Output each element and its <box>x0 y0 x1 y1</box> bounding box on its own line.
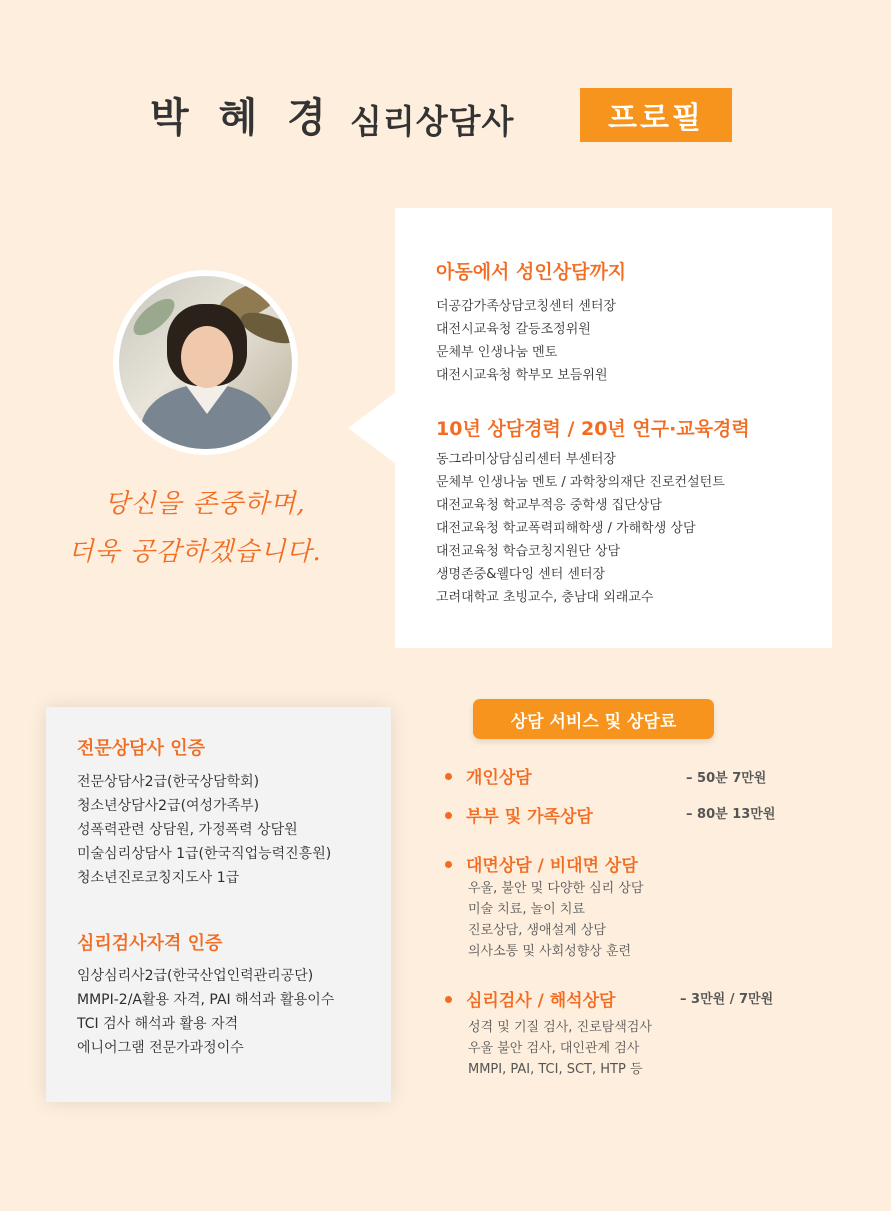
service-name: 심리검사 / 해석상담 <box>466 991 616 1011</box>
list-item: 생명존중&웰다잉 센터 센터장 <box>436 567 606 582</box>
list-item: 대전시교육청 갈등조정위원 <box>436 322 591 337</box>
career-section-title: 아동에서 성인상담까지 <box>436 261 627 283</box>
list-item: 청소년상담사2급(여성가족부) <box>77 798 260 814</box>
photo-image <box>119 276 292 449</box>
list-item: 더공감가족상담코칭센터 센터장 <box>436 299 616 314</box>
list-item: 전문상담사2급(한국상담학회) <box>77 774 260 790</box>
test-cert-list <box>77 964 334 1060</box>
service-detail-list <box>468 1017 652 1080</box>
list-item: 대전시교육청 학부모 보듬위원 <box>436 368 608 383</box>
profile-photo <box>113 270 298 455</box>
list-item: 성격 및 기질 검사, 진로탐색검사 <box>468 1020 652 1035</box>
page-header <box>0 82 891 146</box>
list-item: 문체부 인생나눔 멘토 / 과학창의재단 진로컨설턴트 <box>436 475 725 490</box>
test-cert-title: 심리검사자격 인증 <box>77 933 223 954</box>
service-name: 대면상담 / 비대면 상담 <box>466 856 638 876</box>
service-item-family <box>445 802 593 827</box>
list-item: 청소년진로코칭지도사 1급 <box>77 870 240 886</box>
service-item-individual <box>445 763 532 788</box>
motto <box>40 480 370 576</box>
list-item: 동그라미상담심리센터 부센터장 <box>436 452 616 467</box>
list-item: 대전교육청 학교폭력피해학생 / 가해학생 상담 <box>436 521 696 536</box>
list-item: TCI 검사 해석과 활용 자격 <box>77 1016 239 1032</box>
bullet-icon <box>445 812 452 819</box>
bullet-icon <box>445 996 452 1003</box>
bullet-icon <box>445 861 452 868</box>
list-item: 의사소통 및 사회성향상 훈련 <box>468 944 632 959</box>
list-item: 우울 불안 검사, 대인관계 검사 <box>468 1041 640 1056</box>
list-item: 미술심리상담사 1급(한국직업능력진흥원) <box>77 846 332 862</box>
bullet-icon <box>445 773 452 780</box>
counselor-cert-title: 전문상담사 인증 <box>77 738 205 759</box>
motto-line: 당신을 존중하며, <box>104 489 306 519</box>
service-price: – 3만원 / 7만원 <box>680 992 774 1007</box>
list-item: 고려대학교 초빙교수, 충남대 외래교수 <box>436 590 654 605</box>
service-detail-list <box>468 878 644 962</box>
counselor-cert-list <box>77 770 331 890</box>
list-item: 미술 치료, 놀이 치료 <box>468 902 585 917</box>
service-name: 개인상담 <box>466 768 532 788</box>
motto-line: 더욱 공감하겠습니다. <box>68 537 322 567</box>
service-price: – 80분 13만원 <box>686 807 776 822</box>
service-name: 부부 및 가족상담 <box>466 807 593 827</box>
list-item: 우울, 불안 및 다양한 심리 상담 <box>468 881 644 896</box>
list-item: 임상심리사2급(한국산업인력관리공단) <box>77 968 314 984</box>
counselor-name: 박 혜 경 <box>150 95 334 141</box>
counselor-role: 심리상담사 <box>350 102 515 141</box>
list-item: 문체부 인생나눔 멘토 <box>436 345 558 360</box>
list-item: MMPI-2/A활용 자격, PAI 해석과 활용이수 <box>77 992 335 1008</box>
profile-badge: 프로필 <box>580 88 732 142</box>
service-item-psych-test <box>445 986 615 1011</box>
experience-list <box>436 448 725 609</box>
list-item: 진로상담, 생애설계 상담 <box>468 923 606 938</box>
list-item: 대전교육청 학습코칭지원단 상담 <box>436 544 621 559</box>
list-item: 에니어그램 전문가과정이수 <box>77 1040 244 1056</box>
bubble-tail <box>348 392 396 464</box>
career-list <box>436 295 616 387</box>
list-item: 성폭력관련 상담원, 가정폭력 상담원 <box>77 822 298 838</box>
list-item: 대전교육청 학교부적응 중학생 집단상담 <box>436 498 662 513</box>
list-item: MMPI, PAI, TCI, SCT, HTP 등 <box>468 1062 643 1077</box>
service-item-inperson-online <box>445 851 638 876</box>
service-price: – 50분 7만원 <box>686 771 767 786</box>
experience-section-title: 10년 상담경력 / 20년 연구·교육경력 <box>436 418 750 440</box>
services-header: 상담 서비스 및 상담료 <box>473 699 714 739</box>
